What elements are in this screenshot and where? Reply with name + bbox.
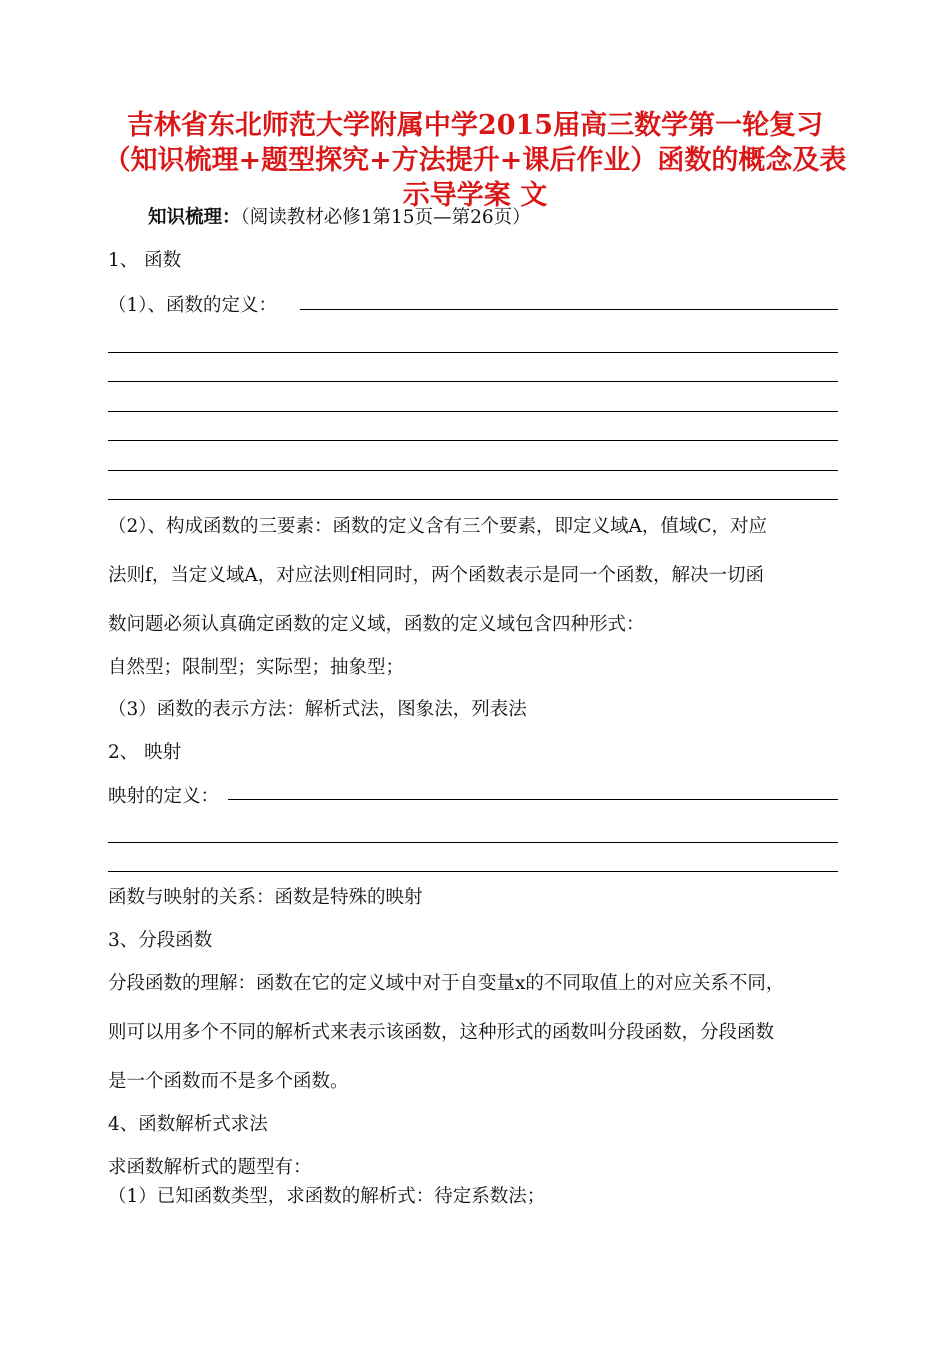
- three-elements-line-1: （2）、构成函数的三要素：函数的定义含有三个要素，即定义域A，值域C，对应: [108, 516, 768, 537]
- three-elements-line-2: 法则f，当定义域A，对应法则f相同时，两个函数表示是同一个函数，解决一切函: [108, 565, 765, 586]
- knowledge-heading: [148, 203, 531, 229]
- answer-line: [108, 499, 838, 500]
- answer-line: [108, 470, 838, 471]
- problem-type-1: （1）已知函数类型，求函数的解析式：待定系数法；: [108, 1186, 546, 1207]
- function-definition-label: （1）、函数的定义：: [108, 295, 278, 316]
- piecewise-line-2: 则可以用多个不同的解析式来表示该函数，这种形式的函数叫分段函数，分段函数: [108, 1022, 775, 1043]
- piecewise-line-3: 是一个函数而不是多个函数。: [108, 1071, 349, 1092]
- answer-line: [108, 440, 838, 441]
- answer-line: [108, 871, 838, 872]
- representation-methods: （3）函数的表示方法：解析式法，图象法，列表法: [108, 699, 527, 720]
- section-4-title: 4、函数解析式求法: [108, 1114, 268, 1135]
- answer-line: [108, 352, 838, 353]
- knowledge-heading-label: 知识梳理：: [148, 207, 241, 228]
- section-3-title: 3、分段函数: [108, 930, 213, 951]
- knowledge-heading-note: （阅读教材必修1第15页—第26页）: [240, 207, 531, 228]
- problem-types-intro: 求函数解析式的题型有：: [108, 1157, 312, 1178]
- answer-line: [228, 799, 838, 800]
- piecewise-line-1: 分段函数的理解：函数在它的定义域中对于自变量x的不同取值上的对应关系不同，: [108, 973, 785, 994]
- document-title: 吉林省东北师范大学附属中学2015届高三数学第一轮复习（知识梳理+题型探究+方法提升+课后作业）函数的概念及表示导学案 文: [103, 110, 847, 211]
- section-1-title: 1、 函数: [108, 250, 182, 271]
- function-mapping-relation: 函数与映射的关系：函数是特殊的映射: [108, 887, 423, 908]
- mapping-definition-label: 映射的定义：: [108, 786, 220, 807]
- answer-line: [108, 381, 838, 382]
- answer-line: [108, 411, 838, 412]
- answer-line: [300, 309, 838, 310]
- domain-forms: 自然型；限制型；实际型；抽象型；: [108, 657, 405, 678]
- section-2-title: 2、 映射: [108, 742, 182, 763]
- three-elements-line-3: 数问题必须认真确定函数的定义域，函数的定义域包含四种形式：: [108, 614, 645, 635]
- answer-line: [108, 842, 838, 843]
